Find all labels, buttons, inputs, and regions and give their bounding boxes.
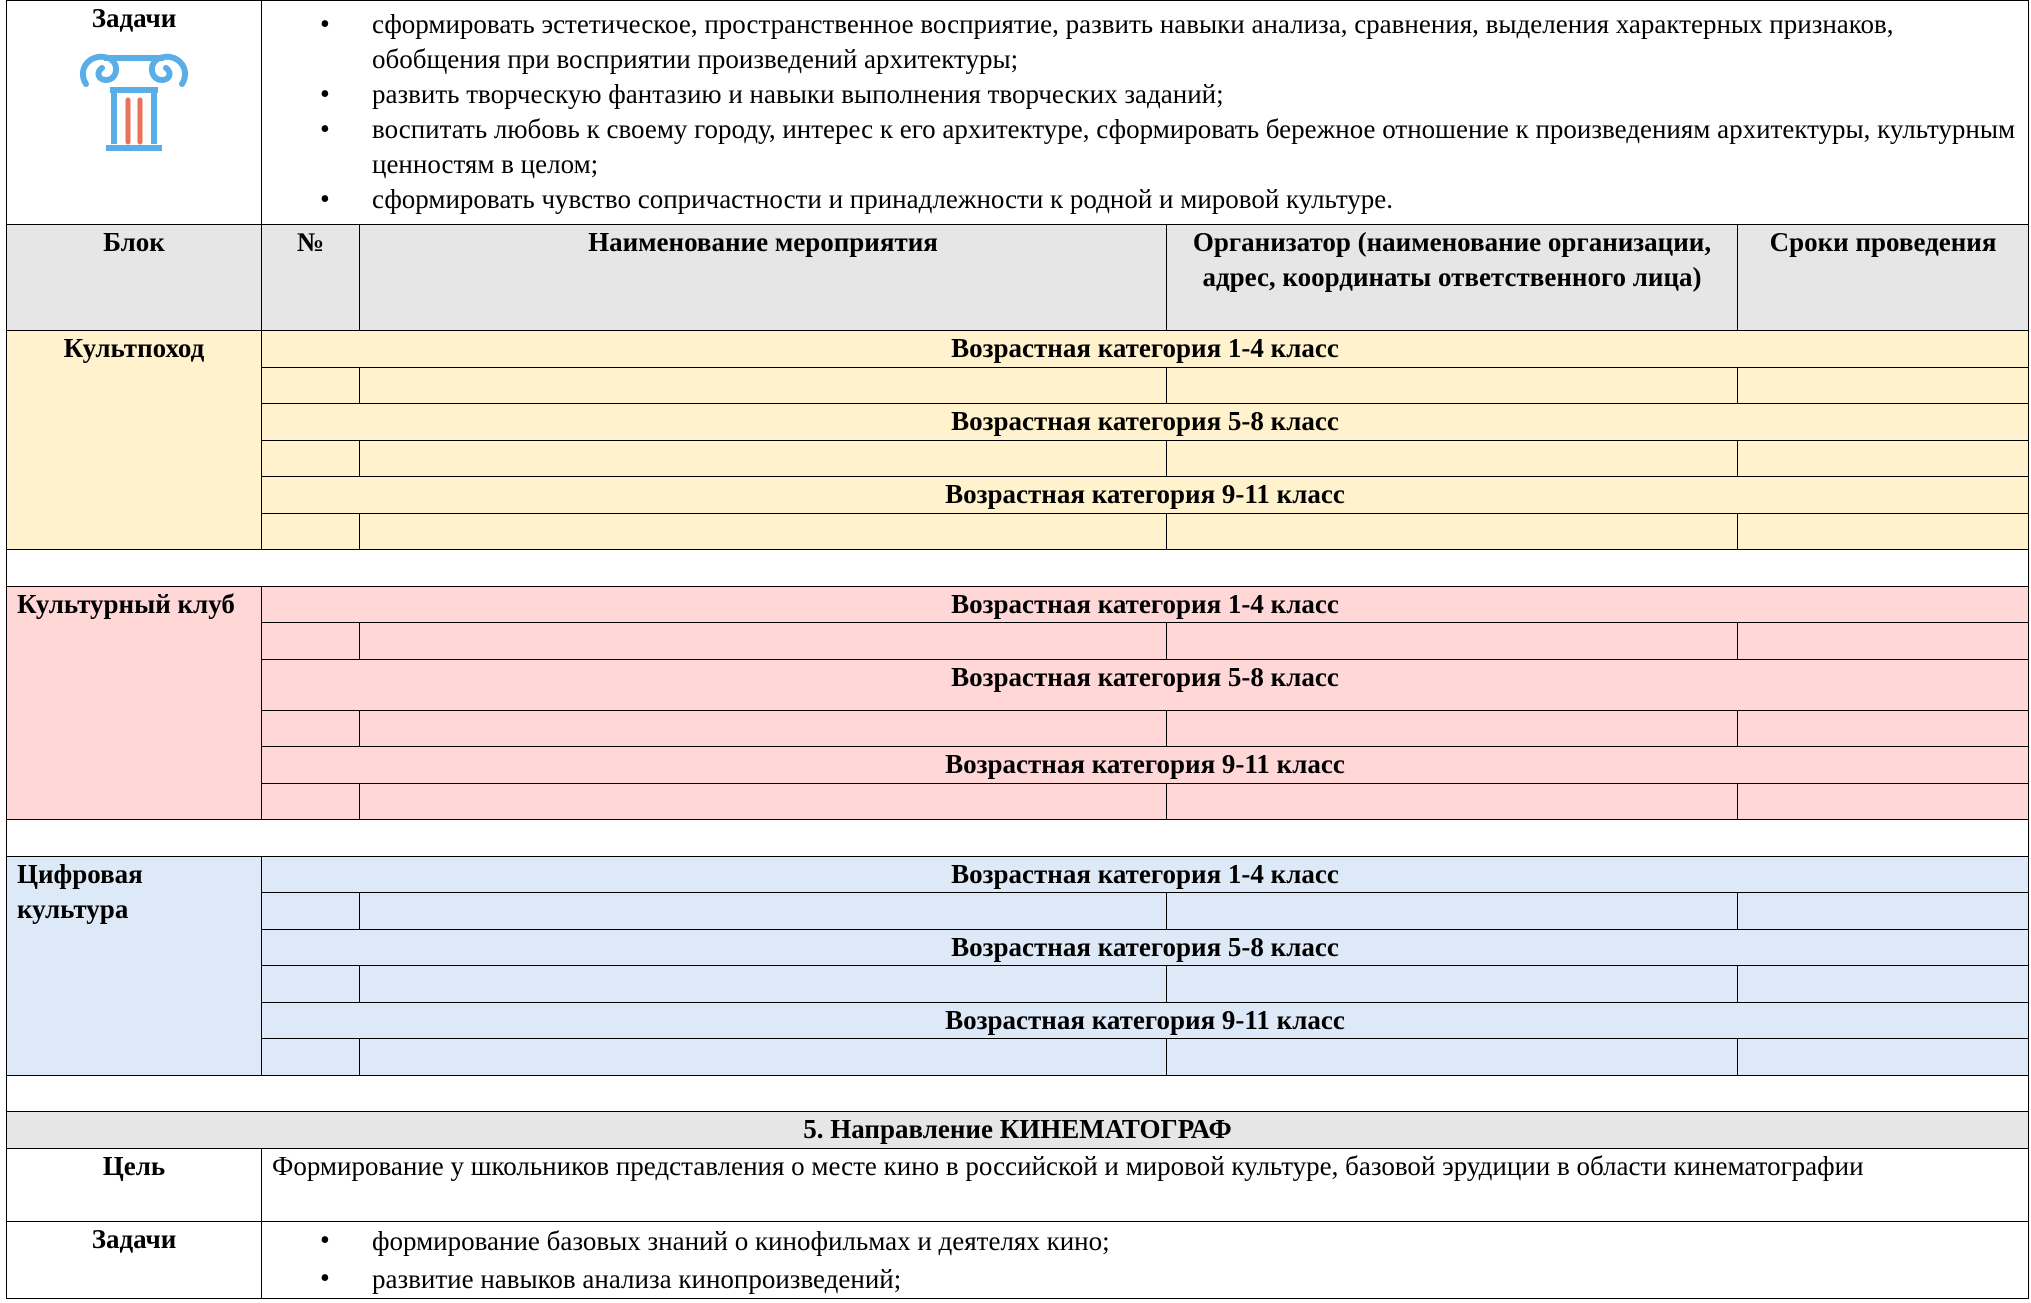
goal-row xyxy=(7,1149,2029,1222)
table-row xyxy=(7,1003,2029,1039)
age-category: Возрастная категория 1-4 класс xyxy=(262,331,2029,368)
table-row xyxy=(7,1039,2029,1076)
spacer-cell xyxy=(7,550,2029,587)
table-header-row xyxy=(7,225,2029,331)
goal-label: Цель xyxy=(7,1149,262,1222)
empty-cell xyxy=(262,514,360,550)
header-number: № xyxy=(262,225,360,331)
empty-cell xyxy=(360,514,1167,550)
tasks-list-cell xyxy=(262,1222,2029,1299)
goal-text: Формирование у школьников представления о месте кино в российской и мировой культуре, базовой эрудиции в области кинематографии xyxy=(262,1149,2029,1222)
table-row xyxy=(7,893,2029,930)
empty-cell xyxy=(1738,966,2029,1003)
block-name: Культурный клуб xyxy=(7,587,262,820)
empty-cell xyxy=(1738,623,2029,660)
table-row xyxy=(7,368,2029,404)
table-row xyxy=(7,623,2029,660)
empty-cell xyxy=(262,711,360,747)
table-row xyxy=(7,441,2029,477)
empty-cell xyxy=(262,966,360,1003)
empty-cell xyxy=(1738,1039,2029,1076)
spacer-cell xyxy=(7,820,2029,857)
empty-cell xyxy=(1167,1039,1738,1076)
header-block: Блок xyxy=(7,225,262,331)
empty-cell xyxy=(1738,514,2029,550)
spacer-row xyxy=(7,550,2029,587)
task-item: • развить творческую фантазию и навыки выполнения творческих заданий; xyxy=(372,77,2018,112)
empty-cell xyxy=(360,784,1167,820)
empty-cell xyxy=(1167,966,1738,1003)
empty-cell xyxy=(262,1039,360,1076)
section-title: 5. Направление КИНЕМАТОГРАФ xyxy=(7,1112,2029,1149)
empty-cell xyxy=(262,441,360,477)
empty-cell xyxy=(1167,441,1738,477)
tasks-list xyxy=(272,1222,2018,1298)
empty-cell xyxy=(1738,711,2029,747)
ionic-column-icon xyxy=(74,48,194,158)
tasks-row xyxy=(7,1,2029,225)
empty-cell xyxy=(1738,893,2029,930)
table-row xyxy=(7,747,2029,784)
age-category: Возрастная категория 1-4 класс xyxy=(262,587,2029,623)
spacer-row xyxy=(7,820,2029,857)
block-name: Цифровая культура xyxy=(7,857,262,1076)
empty-cell xyxy=(1167,784,1738,820)
task-item: • воспитать любовь к своему городу, интерес к его архитектуре, сформировать бережное отношение к произведениям архитектуры, культурным ценностям в целом; xyxy=(372,112,2018,182)
empty-cell xyxy=(360,711,1167,747)
header-dates: Сроки проведения xyxy=(1738,225,2029,331)
block-name: Культпоход xyxy=(7,331,262,550)
empty-cell xyxy=(1738,441,2029,477)
tasks-list xyxy=(272,7,2018,217)
empty-cell xyxy=(360,441,1167,477)
empty-cell xyxy=(262,623,360,660)
age-category: Возрастная категория 9-11 класс xyxy=(262,477,2029,514)
section-header-row xyxy=(7,1112,2029,1149)
empty-cell xyxy=(262,784,360,820)
task-item: • сформировать чувство сопричастности и принадлежности к родной и мировой культуре. xyxy=(372,182,2018,217)
age-category: Возрастная категория 9-11 класс xyxy=(262,1003,2029,1039)
spacer-row xyxy=(7,1076,2029,1112)
task-item: • формирование базовых знаний о кинофильмах и деятелях кино; xyxy=(372,1222,2018,1260)
header-event-name: Наименование мероприятия xyxy=(360,225,1167,331)
table-row xyxy=(7,784,2029,820)
empty-cell xyxy=(1167,711,1738,747)
empty-cell xyxy=(1167,368,1738,404)
age-category: Возрастная категория 5-8 класс xyxy=(262,404,2029,441)
age-category: Возрастная категория 9-11 класс xyxy=(262,747,2029,784)
table-row xyxy=(7,660,2029,711)
age-category: Возрастная категория 5-8 класс xyxy=(262,660,2029,711)
table-row xyxy=(7,711,2029,747)
tasks-label: Задачи xyxy=(91,3,177,33)
empty-cell xyxy=(360,623,1167,660)
table-row xyxy=(7,404,2029,441)
table-row xyxy=(7,857,2029,893)
tasks-list-cell xyxy=(262,1,2029,225)
program-table xyxy=(6,0,2029,1299)
table-row xyxy=(7,966,2029,1003)
header-organizer: Организатор (наименование организации, адрес, координаты ответственного лица) xyxy=(1167,225,1738,331)
table-row xyxy=(7,587,2029,623)
tasks-label-cell xyxy=(7,1,262,225)
tasks-label: Задачи xyxy=(7,1222,262,1299)
empty-cell xyxy=(360,893,1167,930)
tasks-row xyxy=(7,1222,2029,1299)
empty-cell xyxy=(1167,623,1738,660)
age-category: Возрастная категория 5-8 класс xyxy=(262,930,2029,966)
empty-cell xyxy=(1167,893,1738,930)
empty-cell xyxy=(1738,368,2029,404)
table-row xyxy=(7,930,2029,966)
empty-cell xyxy=(360,966,1167,1003)
table-row xyxy=(7,514,2029,550)
empty-cell xyxy=(262,368,360,404)
table-row xyxy=(7,331,2029,368)
empty-cell xyxy=(262,893,360,930)
spacer-cell xyxy=(7,1076,2029,1112)
task-item: • развитие навыков анализа кинопроизведений; xyxy=(372,1260,2018,1298)
table-row xyxy=(7,477,2029,514)
empty-cell xyxy=(360,1039,1167,1076)
empty-cell xyxy=(1738,784,2029,820)
empty-cell xyxy=(360,368,1167,404)
task-item: • сформировать эстетическое, пространственное восприятие, развить навыки анализа, сравнения, выделения характерных признаков, обобщения при восприятии произведений архитектуры; xyxy=(372,7,2018,77)
age-category: Возрастная категория 1-4 класс xyxy=(262,857,2029,893)
empty-cell xyxy=(1167,514,1738,550)
